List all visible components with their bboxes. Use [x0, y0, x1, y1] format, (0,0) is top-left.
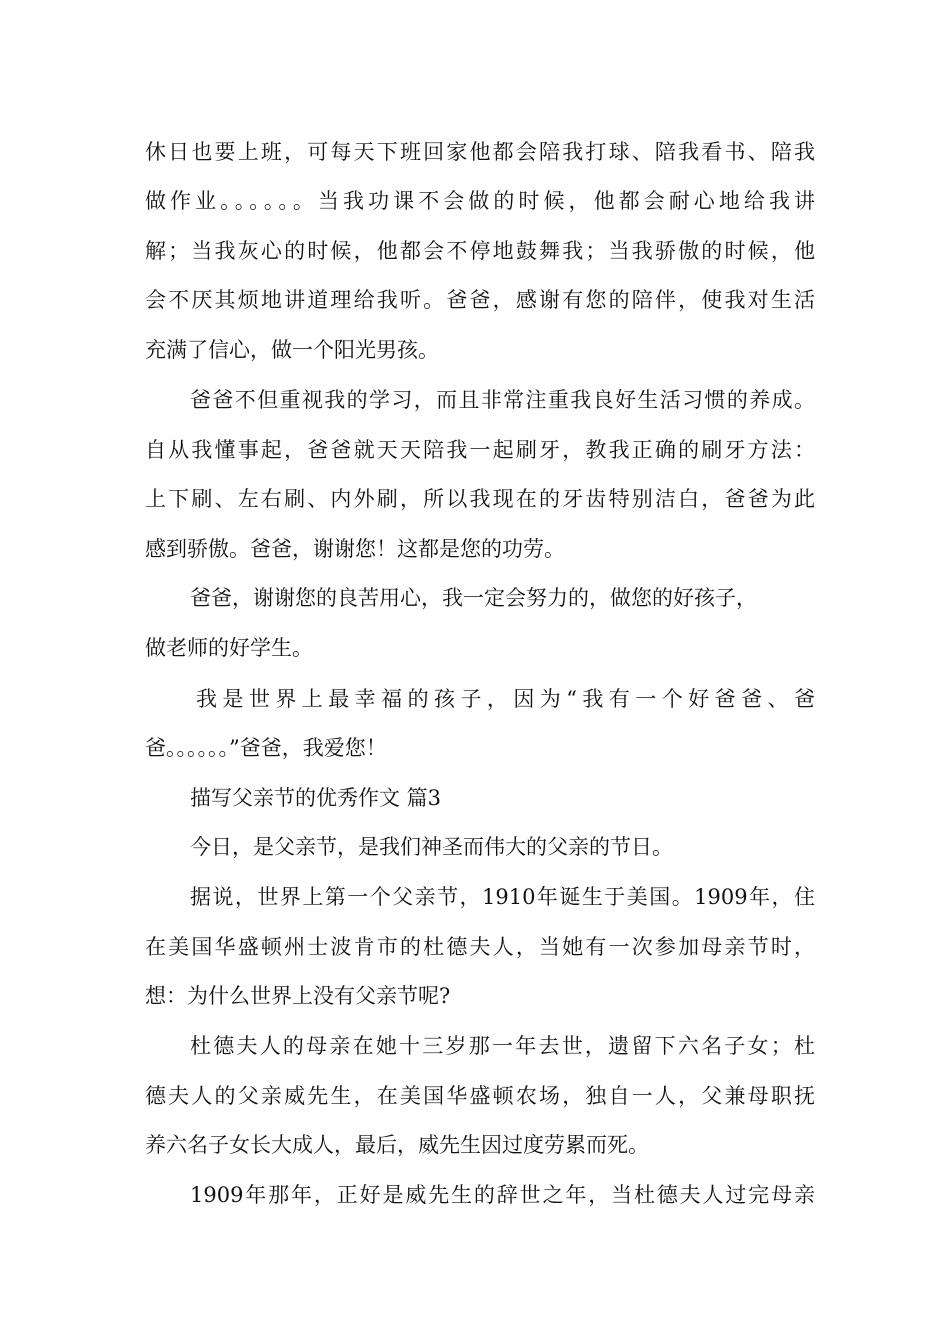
- text-line: 做作业。。。。。。当我功课不会做的时候，他都会耐心地给我讲: [145, 189, 815, 213]
- text-line: 1909年那年，正好是威先生的辞世之年，当杜德夫人过完母亲: [190, 1183, 815, 1207]
- text-line: 爸爸不但重视我的学习，而且非常注重我良好生活习惯的养成。: [190, 388, 815, 412]
- text-line: 解；当我灰心的时候，他都会不停地鼓舞我；当我骄傲的时候，他: [145, 239, 815, 263]
- text-line: 我是世界上最幸福的孩子，因为“我有一个好爸爸、爸: [196, 687, 815, 711]
- text-line: 爸。。。。。。”爸爸，我爱您！: [145, 736, 387, 760]
- text-line: 感到骄傲。爸爸，谢谢您！这都是您的功劳。: [145, 537, 565, 561]
- text-line: 据说，世界上第一个父亲节，1910年诞生于美国。1909年，住: [190, 885, 815, 909]
- text-line: 做老师的好学生。: [145, 636, 313, 660]
- text-line: 杜德夫人的母亲在她十三岁那一年去世，遗留下六名子女；杜: [190, 1034, 815, 1058]
- text-line: 会不厌其烦地讲道理给我听。爸爸，感谢有您的陪伴，使我对生活: [145, 288, 815, 312]
- text-line: 在美国华盛顿州士波肯市的杜德夫人，当她有一次参加母亲节时，: [145, 935, 815, 959]
- text-line: 养六名子女长大成人，最后，威先生因过度劳累而死。: [145, 1133, 649, 1157]
- text-line: 上下刷、左右刷、内外刷，所以我现在的牙齿特别洁白，爸爸为此: [145, 487, 815, 511]
- text-line: 休日也要上班，可每天下班回家他都会陪我打球、陪我看书、陪我: [145, 140, 815, 164]
- text-line: 想：为什么世界上没有父亲节呢?: [145, 984, 451, 1008]
- text-line: 自从我懂事起，爸爸就天天陪我一起刷牙，教我正确的刷牙方法：: [145, 438, 815, 462]
- text-line: 德夫人的父亲威先生，在美国华盛顿农场，独自一人，父兼母职抚: [145, 1084, 815, 1108]
- section-heading: 描写父亲节的优秀作文 篇3: [190, 786, 442, 810]
- text-line: 今日，是父亲节，是我们神圣而伟大的父亲的节日。: [190, 835, 673, 859]
- text-line: 充满了信心，做一个阳光男孩。: [145, 338, 439, 362]
- text-line: 爸爸，谢谢您的良苦用心，我一定会努力的，做您的好孩子，: [190, 586, 757, 610]
